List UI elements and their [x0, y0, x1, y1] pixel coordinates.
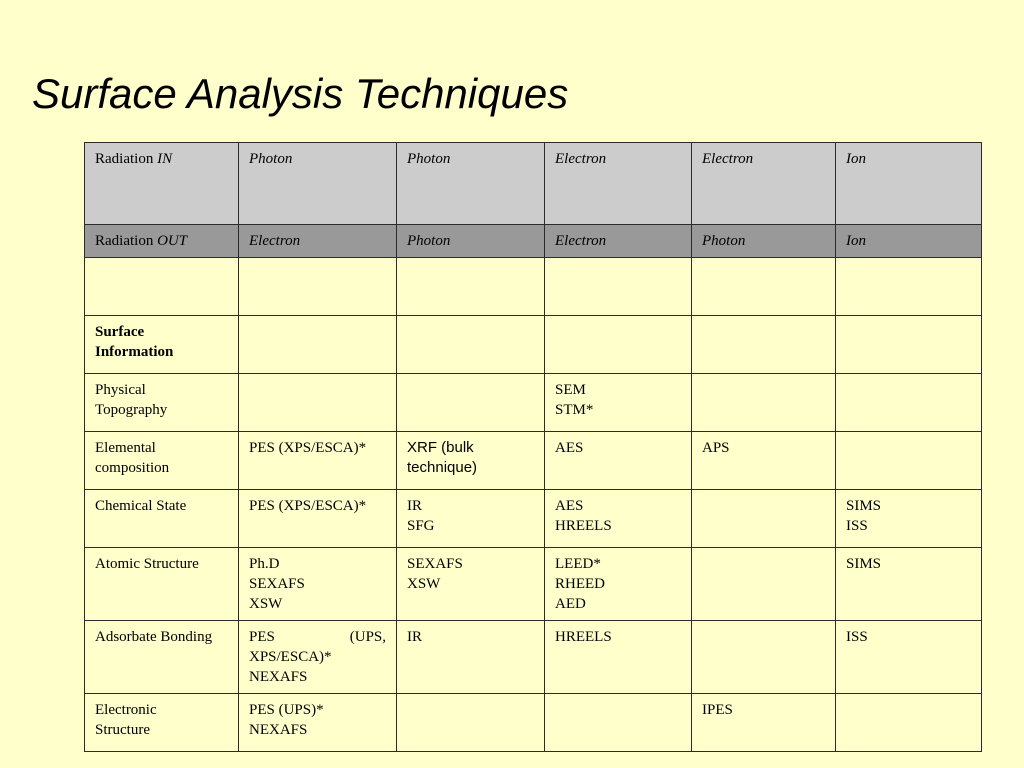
table-cell: [545, 490, 692, 548]
empty-cell: [836, 316, 982, 374]
table-cell: [239, 621, 397, 694]
technique-text: SIMS: [846, 498, 882, 514]
table-cell: [836, 621, 982, 694]
technique-text: SFG: [407, 518, 435, 534]
technique-text: SEXAFS: [407, 556, 463, 572]
section-heading-row: [85, 316, 982, 374]
technique-text: STM*: [555, 402, 594, 418]
technique-text: LEED*: [555, 556, 601, 572]
table-cell: [836, 374, 982, 432]
row-label-line: Topography: [95, 402, 168, 418]
table-cell: [397, 374, 545, 432]
technique-text: IPES: [702, 702, 733, 718]
radiation-in-row: [85, 143, 982, 225]
empty-cell: [397, 258, 545, 316]
technique-text: AES: [555, 440, 584, 456]
table-cell: [397, 432, 545, 490]
radiation-out-cell: Electron: [239, 225, 397, 258]
technique-text: technique): [407, 459, 478, 476]
technique-text: XSW: [407, 576, 441, 592]
technique-text: Ph.D: [249, 556, 280, 572]
table-cell: [397, 490, 545, 548]
technique-text: IR: [407, 498, 422, 514]
radiation-out-cell: Photon: [692, 225, 836, 258]
table-cell: [692, 490, 836, 548]
table-cell: [397, 621, 545, 694]
radiation-in-label-text: Radiation: [95, 151, 158, 167]
section-heading: [85, 316, 239, 374]
section-heading-line: Information: [95, 344, 174, 360]
technique-text: NEXAFS: [249, 722, 308, 738]
row-label: [85, 621, 239, 694]
row-label-line: Chemical State: [95, 498, 187, 514]
table-cell: [692, 548, 836, 621]
radiation-out-label-em: OUT: [157, 233, 188, 249]
row-label-line: Structure: [95, 722, 150, 738]
table-cell: [692, 432, 836, 490]
row-label: [85, 548, 239, 621]
table-cell: [836, 548, 982, 621]
table-cell: [545, 621, 692, 694]
empty-cell: [836, 258, 982, 316]
row-label: [85, 694, 239, 752]
table-cell: [692, 694, 836, 752]
technique-text: NEXAFS: [249, 669, 308, 685]
empty-cell: [545, 316, 692, 374]
slide-title: Surface Analysis Techniques: [32, 70, 569, 117]
table-cell: [545, 548, 692, 621]
row-label: [85, 432, 239, 490]
technique-text: RHEED: [555, 576, 605, 592]
empty-cell: [692, 258, 836, 316]
technique-text: SIMS: [846, 556, 882, 572]
technique-text: XRF (bulk: [407, 439, 474, 456]
table-cell: [692, 374, 836, 432]
empty-cell: [239, 316, 397, 374]
table-cell: [397, 548, 545, 621]
table-row-elemental-composition: [85, 432, 982, 490]
radiation-out-cell: Electron: [545, 225, 692, 258]
table-cell: [836, 694, 982, 752]
row-label: [85, 490, 239, 548]
section-heading-line: Surface: [95, 324, 145, 340]
technique-text: ISS: [846, 518, 868, 534]
row-label-line: Electronic: [95, 702, 157, 718]
radiation-out-cell: Photon: [397, 225, 545, 258]
row-label-line: Elemental: [95, 440, 156, 456]
table-cell: [836, 432, 982, 490]
empty-cell: [545, 258, 692, 316]
radiation-out-label-text: Radiation: [95, 233, 158, 249]
technique-text: PES (XPS/ESCA)*: [249, 440, 367, 456]
row-label-line: composition: [95, 460, 170, 476]
empty-cell: [397, 316, 545, 374]
radiation-in-label-em: IN: [157, 151, 173, 167]
table-cell: [836, 490, 982, 548]
technique-text: PES (UPS, XPS/ESCA)*: [249, 629, 386, 665]
table-cell: [692, 621, 836, 694]
technique-text: IR: [407, 629, 422, 645]
radiation-in-cell: Photon: [239, 143, 397, 225]
technique-text: HREELS: [555, 629, 612, 645]
table-cell: [545, 694, 692, 752]
technique-text: APS: [702, 440, 730, 456]
row-label-line: Physical: [95, 382, 146, 398]
table-cell: [397, 694, 545, 752]
radiation-in-cell: Electron: [545, 143, 692, 225]
table-cell: [239, 548, 397, 621]
table-row-electronic-structure: [85, 694, 982, 752]
table-row-atomic-structure: [85, 548, 982, 621]
radiation-out-cell: Ion: [836, 225, 982, 258]
radiation-in-label: [85, 143, 239, 225]
row-label: [85, 374, 239, 432]
blank-row: [85, 258, 982, 316]
technique-text: SEM: [555, 382, 586, 398]
technique-text: XSW: [249, 596, 283, 612]
radiation-in-cell: Electron: [692, 143, 836, 225]
technique-text: SEXAFS: [249, 576, 305, 592]
empty-cell: [85, 258, 239, 316]
radiation-in-cell: Ion: [836, 143, 982, 225]
techniques-table: [84, 142, 982, 752]
row-label-line: Atomic Structure: [95, 556, 199, 572]
table-cell: [545, 374, 692, 432]
table-cell: [239, 694, 397, 752]
table-row-chemical-state: [85, 490, 982, 548]
table-cell: [239, 432, 397, 490]
table-cell: [239, 490, 397, 548]
technique-text: ISS: [846, 629, 868, 645]
radiation-in-cell: Photon: [397, 143, 545, 225]
radiation-out-row: [85, 225, 982, 258]
empty-cell: [239, 258, 397, 316]
technique-text: AES: [555, 498, 584, 514]
empty-cell: [692, 316, 836, 374]
technique-text: HREELS: [555, 518, 612, 534]
table-cell: [545, 432, 692, 490]
table-cell: [239, 374, 397, 432]
row-label-line: Adsorbate Bonding: [95, 629, 213, 645]
table-row-adsorbate-bonding: [85, 621, 982, 694]
technique-text: PES (UPS)*: [249, 702, 324, 718]
table-row-physical-topography: [85, 374, 982, 432]
radiation-out-label: [85, 225, 239, 258]
technique-text: PES (XPS/ESCA)*: [249, 498, 367, 514]
technique-text: AED: [555, 596, 586, 612]
